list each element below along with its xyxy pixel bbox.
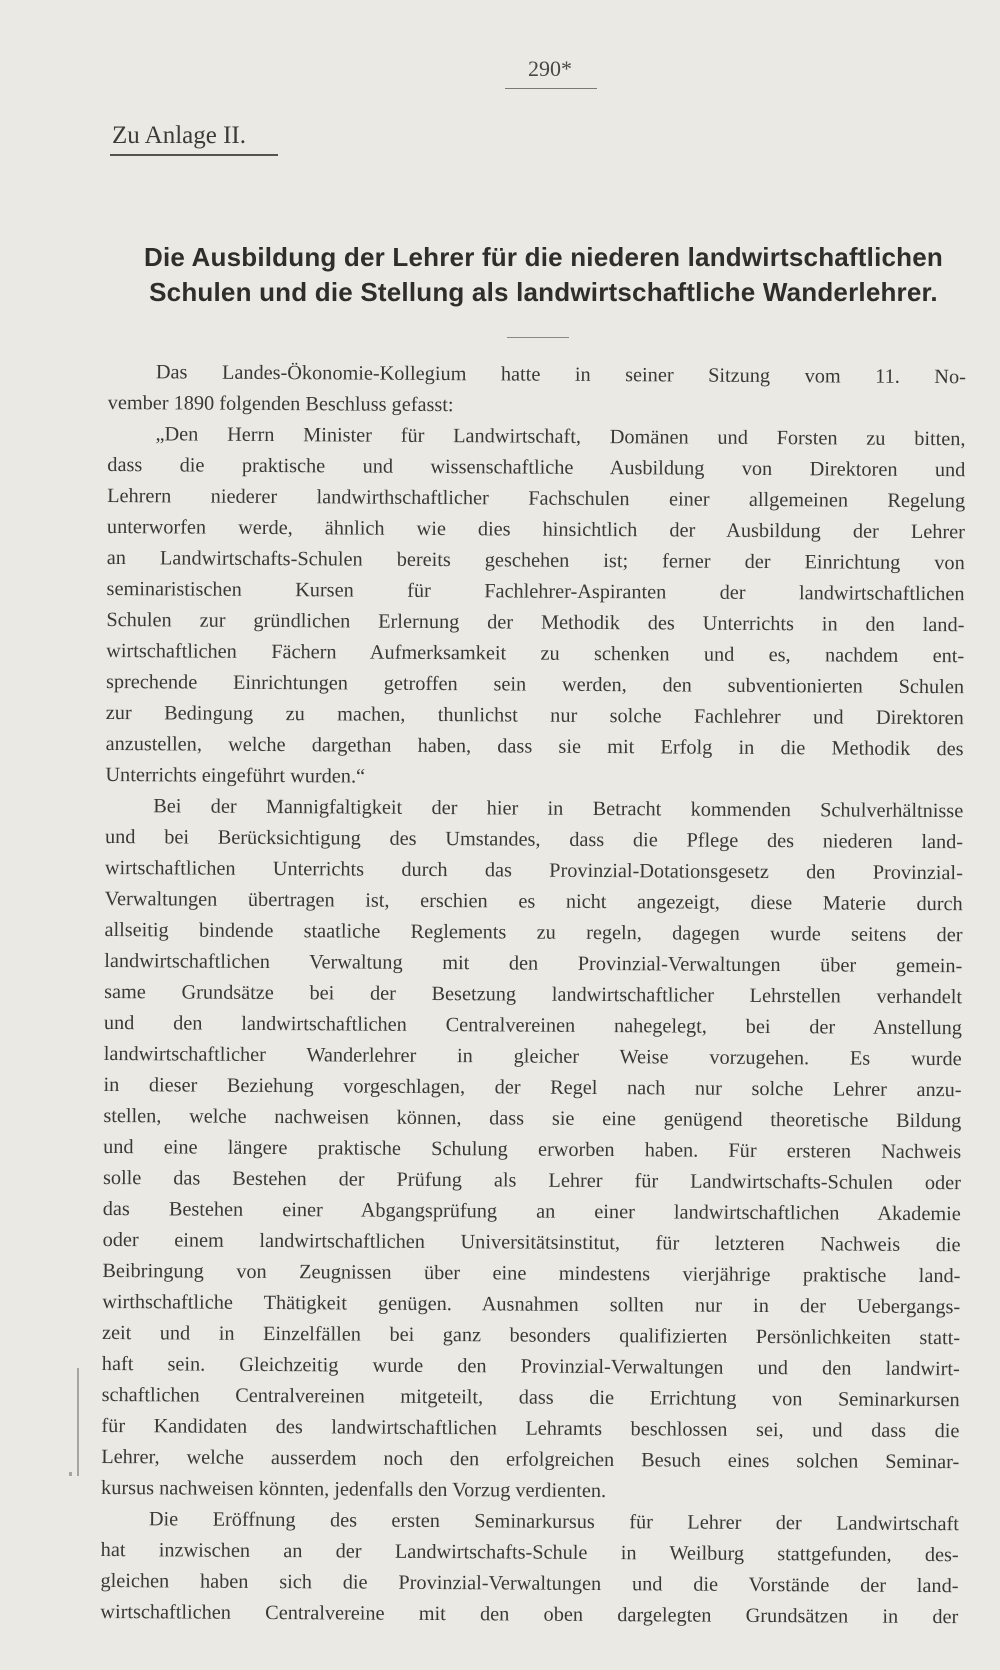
body-line: allseitig bindende staatliche Reglements zu regeln, dagegen wurde seitens der (104, 918, 963, 947)
body-line: wirtschaftlichen Centralvereine mit den oben dargelegten Grundsätzen in der (100, 1600, 959, 1629)
body-line: „Den Herrn Minister für Landwirtschaft, Domänen und Forsten zu bitten, (155, 423, 966, 451)
body-line: hat inzwischen an der Landwirtschafts-Schule in Weilburg stattgefunden, des- (100, 1538, 959, 1567)
page-number-rule (505, 88, 597, 89)
body-line: und bei Berücksichtigung des Umstandes, dass die Pflege des niederen land- (105, 825, 964, 854)
body-line: stellen, welche nachweisen können, dass sie eine genügend theoretische Bildung (103, 1104, 962, 1133)
body-line: dass die praktische und wissenschaftliche Ausbildung von Direktoren und (107, 453, 966, 482)
title-line-2: Schulen und die Stellung als landwirtschaftliche Wanderlehrer. (149, 277, 938, 307)
body-line: Lehrern niederer landwirthschaftlicher Fachschulen einer allgemeinen Regelung (107, 484, 966, 513)
document-title (106, 240, 981, 310)
body-line: Verwaltungen übertragen ist, erschien es nicht angezeigt, diese Materie durch (104, 887, 963, 916)
body-line: zur Bedingung zu machen, thunlichst nur solche Fachlehrer und Direktoren (105, 701, 964, 730)
body-line: seminaristischen Kursen für Fachlehrer-Aspiranten der landwirtschaftlichen (106, 577, 965, 606)
body-line: wirtschaftlichen Fächern Aufmerksamkeit zu schenken und es, nachdem ent- (106, 639, 965, 668)
body-line: gleichen haben sich die Provinzial-Verwaltungen und die Vorstände der land- (100, 1569, 959, 1598)
body-line: solle das Bestehen der Prüfung als Lehrer für Landwirtschafts-Schulen oder (102, 1166, 962, 1195)
margin-pencil-mark (77, 1368, 79, 1476)
title-separator-rule (507, 337, 569, 338)
body-line: Lehrer, welche ausserdem noch den erfolgreichen Besuch eines solchen Seminar- (101, 1445, 960, 1474)
page-number: 290* (528, 56, 572, 81)
body-line: Schulen zur gründlichen Erlernung der Methodik des Unterrichts in den land- (106, 608, 965, 637)
body-line: wirthschaftliche Thätigkeit genügen. Ausnahmen sollten nur in der Uebergangs- (102, 1290, 961, 1319)
body-line: haft sein. Gleichzeitig wurde den Provinzial-Verwaltungen und den landwirt- (101, 1352, 960, 1381)
body-line: landwirtschaftlichen Verwaltung mit den Provinzial-Verwaltungen über gemein- (104, 949, 963, 978)
body-line: an Landwirtschafts-Schulen bereits geschehen ist; ferner der Einrichtung von (106, 546, 965, 575)
body-line: das Bestehen einer Abgangsprüfung an einer landwirtschaftlichen Akademie (102, 1197, 961, 1226)
body-line: schaftlichen Centralvereinen mitgeteilt, dass die Errichtung von Seminarkursen (101, 1383, 960, 1412)
body-line: Bei der Mannigfaltigkeit der hier in Betracht kommenden Schulverhältnisse (153, 795, 964, 823)
body-line: und eine längere praktische Schulung erworben haben. Für ersteren Nachweis (103, 1135, 962, 1164)
body-line: Unterrichts eingeführt wurden.“ (105, 763, 366, 788)
body-line: kursus nachweisen könnten, jedenfalls den Vorzug verdienten. (101, 1476, 607, 1503)
body-line: unterworfen werde, ähnlich wie dies hinsichtlich der Ausbildung der Lehrer (106, 515, 966, 544)
body-line: same Grundsätze bei der Besetzung landwirtschaftlicher Lehrstellen verhandelt (104, 980, 963, 1009)
annex-label: Zu Anlage II. (112, 122, 246, 149)
body-line: vember 1890 folgenden Beschluss gefasst: (107, 391, 454, 417)
margin-pencil-tick (69, 1472, 72, 1476)
body-line: wirtschaftlichen Unterrichts durch das Provinzial-Dotationsgesetz den Provinzial- (104, 856, 963, 885)
body-line: in dieser Beziehung vorgeschlagen, der Regel nach nur solche Lehrer anzu- (103, 1073, 962, 1102)
body-line: anzustellen, welche dargethan haben, dass sie mit Erfolg in die Methodik des (105, 732, 964, 761)
body-line: oder einem landwirtschaftlichen Universitätsinstitut, für letzteren Nachweis die (102, 1228, 961, 1257)
title-line-1: Die Ausbildung der Lehrer für die niederen landwirtschaftlichen (144, 242, 943, 272)
body-line: und den landwirtschaftlichen Centralvereinen nahegelegt, bei der Anstellung (103, 1011, 962, 1040)
body-line: Das Landes-Ökonomie-Kollegium hatte in seiner Sitzung vom 11. No- (155, 361, 966, 389)
body-line: Die Eröffnung des ersten Seminarkursus für Lehrer der Landwirtschaft (148, 1508, 959, 1536)
body-text (100, 357, 966, 1633)
body-line: zeit und in Einzelfällen bei ganz besonders qualifizierten Persönlichkeiten statt- (101, 1321, 961, 1350)
body-line: für Kandidaten des landwirtschaftlichen Lehramts beschlossen sei, und dass die (101, 1414, 960, 1443)
annex-underline (110, 154, 278, 156)
body-line: Beibringung von Zeugnissen über eine mindestens vierjährige praktische land- (102, 1259, 961, 1288)
body-line: landwirtschaftlicher Wanderlehrer in gleicher Weise vorzugehen. Es wurde (103, 1042, 962, 1071)
body-line: sprechende Einrichtungen getroffen sein werden, den subventionierten Schulen (105, 670, 965, 699)
